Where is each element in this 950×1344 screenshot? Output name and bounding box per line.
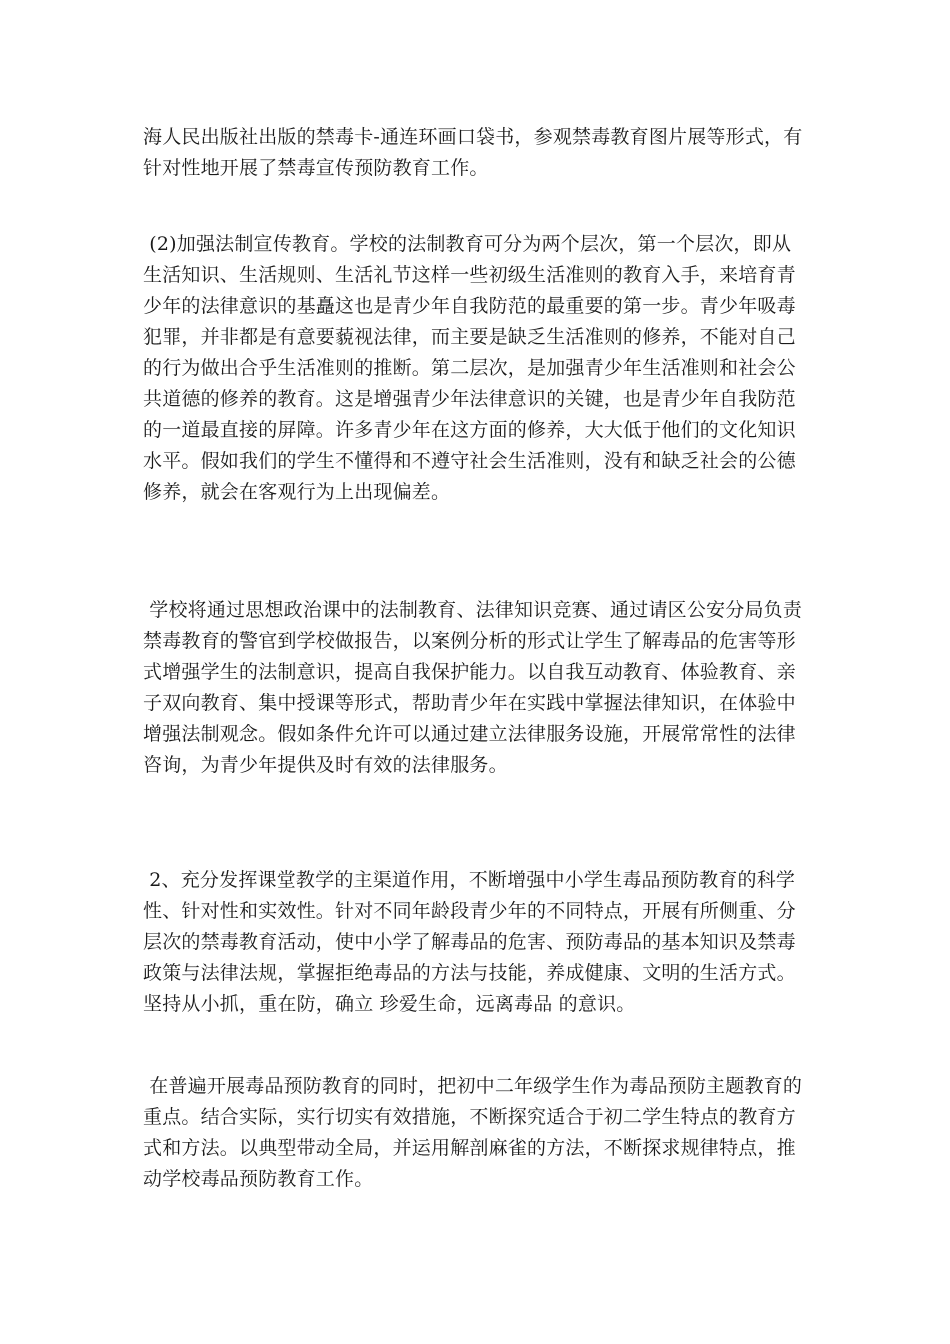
paragraph-1 (143, 122, 813, 184)
paragraph-4 (143, 865, 813, 1020)
paragraph-line: 犯罪，并非都是有意要藐视法律，而主要是缺乏生活准则的修养，不能对自己 (143, 326, 796, 348)
paragraph-line: 增强法制观念。假如条件允许可以通过建立法律服务设施，开展常常性的法律 (143, 723, 796, 745)
paragraph-line: 重点。结合实际，实行切实有效措施，不断探究适合于初二学生特点的教育方 (143, 1106, 796, 1128)
paragraph-line: 坚持从小抓，重在防，确立 珍爱生命，远离毒品 的意识。 (143, 993, 636, 1015)
paragraph-line: 学校将通过思想政治课中的法制教育、法律知识竞赛、通过请区公安分局负责 (143, 599, 803, 621)
paragraph-line: 修养，就会在客观行为上出现偏差。 (143, 481, 451, 503)
paragraph-line: 动学校毒品预防教育工作。 (143, 1168, 374, 1190)
paragraph-line: 禁毒教育的警官到学校做报告，以案例分析的形式让学生了解毒品的危害等形 (143, 630, 796, 652)
paragraph-line: 2、充分发挥课堂教学的主渠道作用，不断增强中小学生毒品预防教育的科学 (143, 869, 796, 891)
paragraph-line: 咨询，为青少年提供及时有效的法律服务。 (143, 754, 508, 776)
paragraph-line: 在普遍开展毒品预防教育的同时，把初中二年级学生作为毒品预防主题教育的 (143, 1075, 803, 1097)
paragraph-line: 式增强学生的法制意识，提高自我保护能力。以自我互动教育、体验教育、亲 (143, 661, 796, 683)
paragraph-line: 子双向教育、集中授课等形式，帮助青少年在实践中掌握法律知识，在体验中 (143, 692, 796, 714)
paragraph-line: 生活知识、生活规则、生活礼节这样一些初级生活准则的教育入手，来培育青 (143, 264, 796, 286)
paragraph-line: (2)加强法制宣传教育。学校的法制教育可分为两个层次，第一个层次，即从 (143, 233, 792, 255)
paragraph-line: 少年的法律意识的基矗这也是青少年自我防范的最重要的第一步。青少年吸毒 (143, 295, 796, 317)
paragraph-2 (143, 229, 813, 508)
paragraph-line: 针对性地开展了禁毒宣传预防教育工作。 (143, 157, 489, 179)
paragraph-5 (143, 1071, 813, 1195)
paragraph-line: 共道德的修养的教育。这是增强青少年法律意识的关键，也是青少年自我防范 (143, 388, 796, 410)
paragraph-3 (143, 595, 813, 781)
paragraph-line: 海人民出版社出版的禁毒卡-通连环画口袋书，参观禁毒教育图片展等形式，有 (143, 126, 803, 148)
paragraph-line: 政策与法律法规，掌握拒绝毒品的方法与技能，养成健康、文明的生活方式。 (143, 962, 796, 984)
paragraph-line: 水平。假如我们的学生不懂得和不遵守社会生活准则，没有和缺乏社会的公德 (143, 450, 796, 472)
paragraph-line: 性、针对性和实效性。针对不同年龄段青少年的不同特点，开展有所侧重、分 (143, 900, 796, 922)
paragraph-line: 式和方法。以典型带动全局，并运用解剖麻雀的方法，不断探求规律特点，推 (143, 1137, 796, 1159)
paragraph-line: 的行为做出合乎生活准则的推断。第二层次，是加强青少年生活准则和社会公 (143, 357, 796, 379)
paragraph-line: 的一道最直接的屏障。许多青少年在这方面的修养，大大低于他们的文化知识 (143, 419, 796, 441)
paragraph-line: 层次的禁毒教育活动，使中小学了解毒品的危害、预防毒品的基本知识及禁毒 (143, 931, 796, 953)
